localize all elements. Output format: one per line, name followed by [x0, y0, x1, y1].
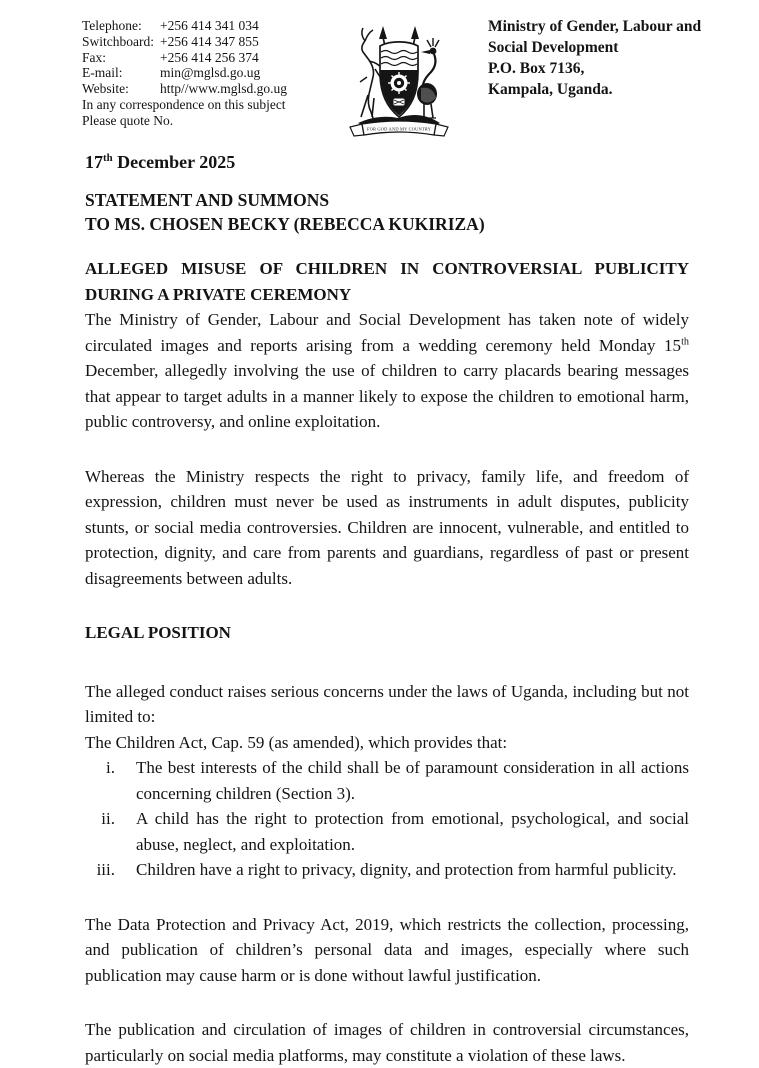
- letterhead: [0, 0, 759, 148]
- contact-value: +256 414 256 374: [160, 49, 259, 65]
- contact-label: Fax:: [82, 49, 107, 65]
- date-day: 17: [85, 152, 103, 172]
- ministry-city: Kampala, Uganda.: [488, 81, 613, 98]
- legal-position-heading: LEGAL POSITION: [85, 623, 231, 642]
- drum-emblem: [393, 98, 405, 106]
- paragraph-wedding-ceremony: [85, 307, 689, 435]
- legal-list: [85, 755, 689, 883]
- list-numeral: i.: [106, 758, 115, 777]
- legal-intro: The alleged conduct raises serious concerns under the laws of Uganda, including but not limited to:: [85, 681, 689, 726]
- list-item: [85, 806, 689, 857]
- data-protection-paragraph: The Data Protection and Privacy Act, 2019, which restricts the collection, processing, and publication of children’s personal data and images, especially where such publication may cause harm or is done without lawful justification.: [85, 914, 689, 985]
- list-numeral: ii.: [101, 809, 115, 828]
- contact-row: [82, 81, 344, 97]
- children-act-lead: The Children Act, Cap. 59 (as amended), which provides that:: [85, 732, 508, 752]
- subject-line2: DURING A PRIVATE CEREMONY: [85, 284, 352, 304]
- date-rest: December 2025: [112, 152, 236, 172]
- uganda-coat-of-arms: [338, 24, 460, 142]
- motto-banner-text: FOR GOD AND MY COUNTRY: [366, 126, 432, 132]
- contact-row: [82, 65, 344, 81]
- list-item: [85, 857, 689, 883]
- list-item-text: Children have a right to privacy, dignity, and protection from harmful publicity.: [136, 860, 677, 879]
- contact-row: [82, 50, 344, 66]
- letter-date: [85, 150, 759, 174]
- closing-paragraph: The publication and circulation of images of children in controversial circumstances, particularly on social media platforms, may constitute a violation of these laws.: [85, 1020, 689, 1065]
- addressee-line: TO MS. CHOSEN BECKY (REBECCA KUKIRIZA): [85, 213, 485, 234]
- date-ordinal: th: [103, 152, 113, 164]
- title-line1: STATEMENT AND SUMMONS: [85, 190, 330, 210]
- subject-line1: ALLEGED MISUSE OF CHILDREN IN CONTROVERSIAL PUBLICITY: [85, 259, 689, 278]
- coat-of-arms-graphic: [338, 24, 460, 142]
- contact-label: Telephone:: [82, 18, 142, 33]
- para1-text-b: December, allegedly involving the use of children to carry placards bearing messages that appear to target adults in a manner likely to expose the children to emotional harm, public controversy, and online exploitation.: [85, 361, 689, 431]
- contact-block: [82, 18, 344, 129]
- list-numeral: iii.: [96, 860, 115, 879]
- crested-crane: [417, 38, 439, 118]
- motto-banner: [350, 121, 448, 136]
- list-item-text: The best interests of the child shall be of paramount consideration in all actions concerning children (Section 3).: [136, 758, 689, 803]
- email-value: min@mglsd.go.ug: [160, 65, 261, 81]
- website-value: http//www.mglsd.go.ug: [160, 81, 288, 97]
- letter-title: [85, 189, 689, 236]
- ministry-name-line2: Social Development: [488, 39, 619, 56]
- correspondence-note-line2: Please quote No.: [82, 112, 174, 128]
- contact-value: +256 414 341 034: [160, 18, 259, 33]
- ministry-address-block: [488, 16, 713, 100]
- contact-row: [82, 18, 344, 34]
- contact-value: +256 414 347 855: [160, 33, 259, 49]
- contact-label: Switchboard:: [82, 33, 154, 49]
- correspondence-note-line1: In any correspondence on this subject: [82, 96, 286, 112]
- letter-body: [85, 189, 689, 1068]
- list-item-text: A child has the right to protection from emotional, psychological, and social abuse, neglect, and exploitation.: [136, 809, 689, 854]
- list-item: [85, 755, 689, 806]
- para1-ordinal: th: [681, 335, 689, 347]
- para1-text-a: The Ministry of Gender, Labour and Social Development has taken note of widely circulated images and reports arising from a wedding ceremony held Monday 15: [85, 310, 689, 355]
- ministry-name-line1: Ministry of Gender, Labour and: [488, 18, 702, 35]
- ministry-pobox: P.O. Box 7136,: [488, 60, 585, 77]
- contact-label: E-mail:: [82, 65, 123, 81]
- paragraph-children-protection: Whereas the Ministry respects the right to privacy, family life, and freedom of expression, children must never be used as instruments in adult disputes, publicity stunts, or social media controversies. Children are innocent, vulnerable, and entitled to protection, dignity, and care from parents and guardians, regardless of past or present disagreements between adults.: [85, 466, 689, 588]
- contact-row: [82, 34, 344, 50]
- contact-label: Website:: [82, 81, 129, 97]
- shield: [380, 42, 418, 117]
- subject-heading: [85, 256, 689, 307]
